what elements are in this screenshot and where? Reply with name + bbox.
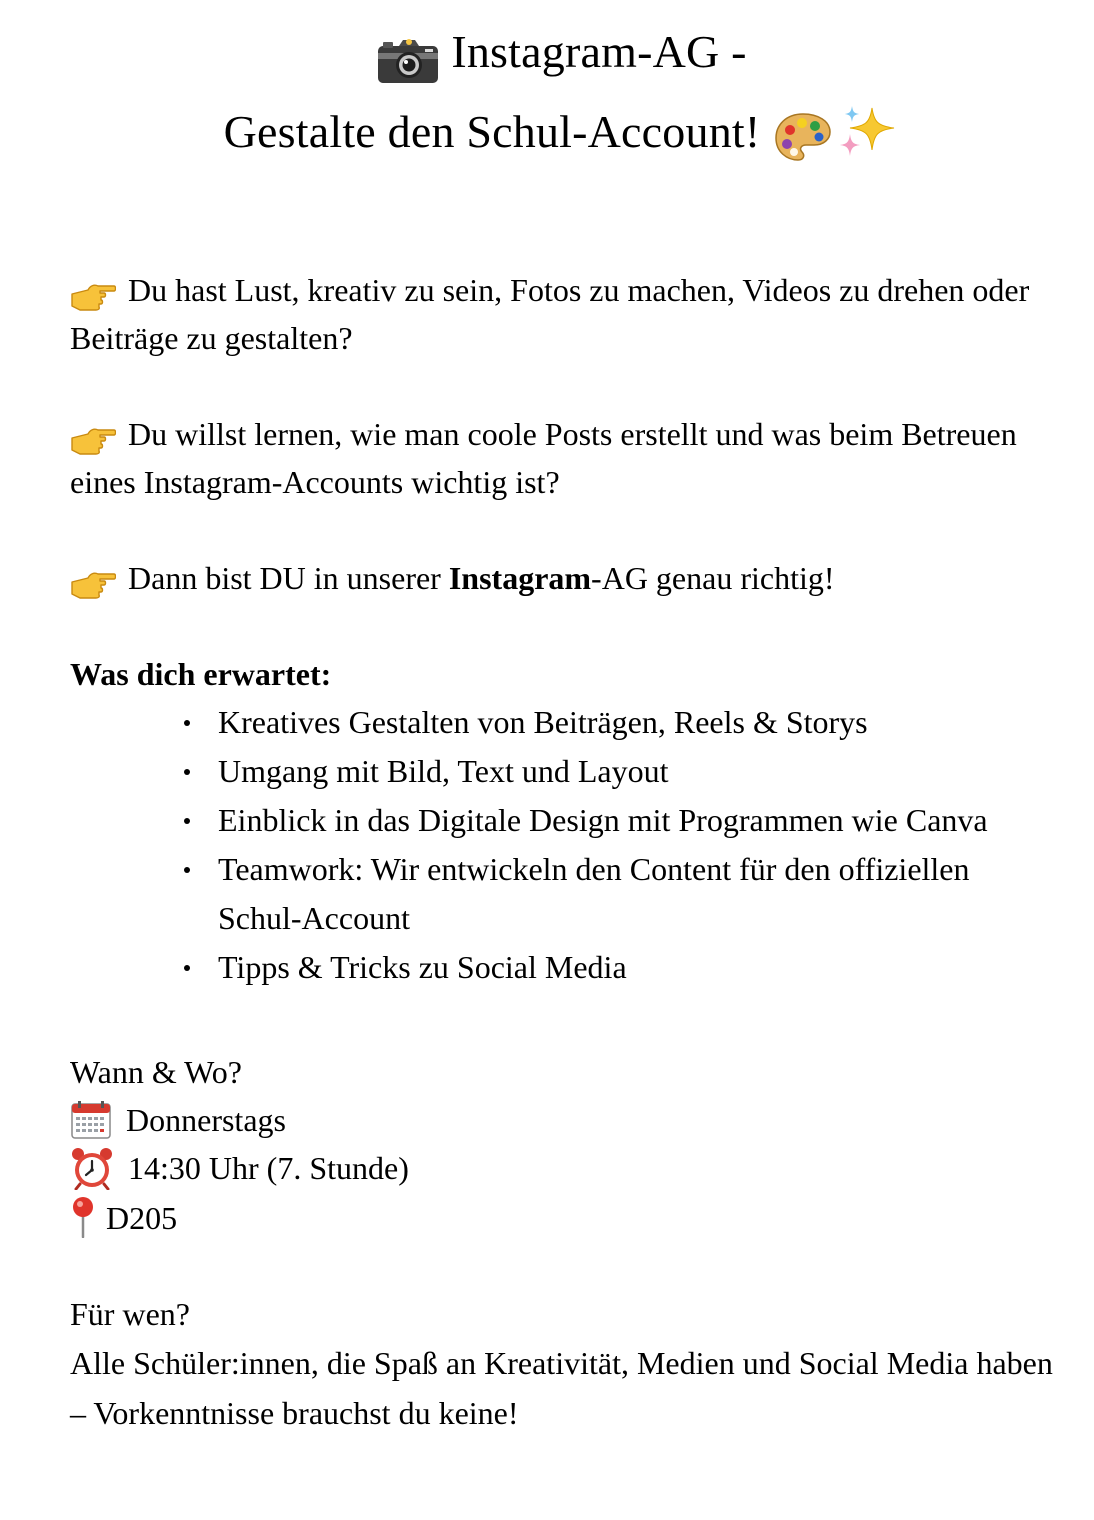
camera-icon (377, 29, 439, 75)
intro-text-3b: -AG genau richtig! (591, 560, 835, 596)
who-section (70, 1290, 1054, 1438)
who-text: Alle Schüler:innen, die Spaß an Kreativität, Medien und Social Media haben – Vorkenntnisse brauchst du keine! (70, 1345, 1053, 1432)
when-section (70, 1048, 1054, 1242)
sparkles-icon (838, 104, 900, 160)
title-text-2: Gestalte den Schul-Account! (223, 106, 761, 157)
intro-text-2: Du willst lernen, wie man coole Posts erstellt und was beim Betreuen eines Instagram-Accounts wichtig ist? (70, 416, 1017, 500)
when-room: D205 (106, 1199, 178, 1236)
expect-list (70, 698, 1054, 992)
title-line-1 (70, 12, 1054, 92)
when-room-line (70, 1194, 1054, 1243)
title-text-1: Instagram-AG - (451, 26, 747, 77)
pointing-hand-icon (70, 277, 116, 307)
when-time: 14:30 Uhr (7. Stunde) (128, 1150, 409, 1186)
intro-paragraph-2 (70, 410, 1054, 506)
when-time-line (70, 1144, 1054, 1194)
list-item: Kreatives Gestalten von Beiträgen, Reels & Storys (218, 698, 1054, 747)
when-heading: Wann & Wo? (70, 1054, 242, 1090)
expect-section (70, 650, 1054, 992)
expect-heading: Was dich erwartet: (70, 656, 332, 692)
pushpin-icon (70, 1196, 96, 1238)
alarm-clock-icon (70, 1146, 114, 1190)
list-item: Teamwork: Wir entwickeln den Content für den offiziellen Schul-Account (218, 845, 1054, 943)
when-day-line (70, 1096, 1054, 1144)
list-item: Tipps & Tricks zu Social Media (218, 943, 1054, 992)
page-title (70, 0, 1054, 172)
when-day: Donnerstags (126, 1102, 286, 1138)
intro-paragraph-1 (70, 266, 1054, 362)
list-item: Einblick in das Digitale Design mit Programmen wie Canva (218, 796, 1054, 845)
pointing-hand-icon (70, 421, 116, 451)
intro-text-3-bold: Instagram (448, 560, 592, 596)
list-item: Umgang mit Bild, Text und Layout (218, 747, 1054, 796)
title-line-2 (70, 92, 1054, 172)
intro-text-1: Du hast Lust, kreativ zu sein, Fotos zu machen, Videos zu drehen oder Beiträge zu gestalten? (70, 272, 1030, 356)
calendar-icon (70, 1100, 112, 1140)
palette-icon (774, 107, 832, 157)
intro-paragraph-3 (70, 554, 1054, 602)
who-heading: Für wen? (70, 1296, 190, 1333)
intro-section (70, 266, 1054, 602)
intro-text-3a: Dann bist DU in unserer (128, 560, 449, 596)
pointing-hand-icon (70, 565, 116, 595)
